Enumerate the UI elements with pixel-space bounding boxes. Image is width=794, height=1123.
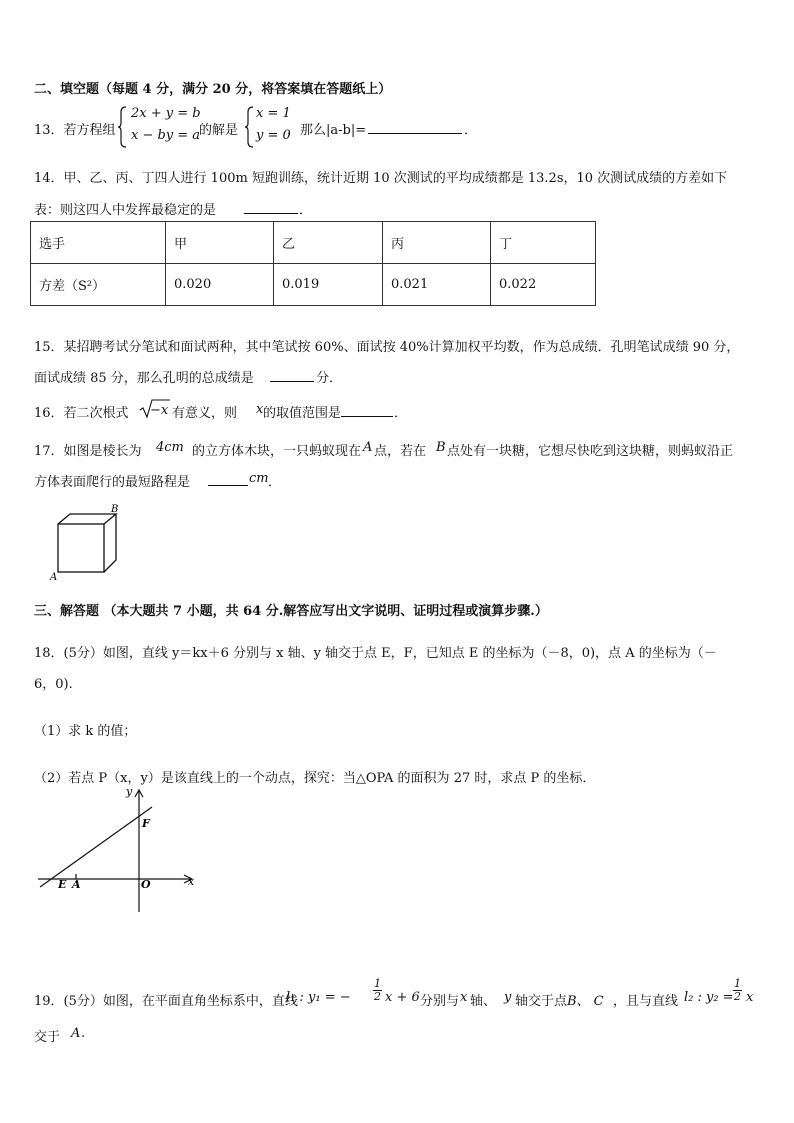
table-cell: 0.020 bbox=[166, 264, 274, 306]
left-brace-icon bbox=[118, 106, 128, 148]
question-17-text-d: 点处有一块糖，它想尽快吃到这块糖，则蚂蚁沿正 bbox=[447, 444, 734, 459]
question-18-line-2: 6，0). bbox=[34, 677, 73, 692]
question-19-line-2: 交于 bbox=[34, 1030, 61, 1045]
q17-answer-blank[interactable] bbox=[208, 473, 248, 486]
question-17-text-a: 17．如图是棱长为 bbox=[34, 444, 142, 459]
question-19-prefix: 19．(5分）如图，在平面直角坐标系中，直线 bbox=[34, 994, 298, 1009]
question-13-prefix: 13．若方程组 bbox=[34, 123, 116, 138]
q19-mid4: ，且与直线 bbox=[613, 994, 679, 1009]
q13-solution-y: y = 0 bbox=[256, 128, 291, 143]
q13-solution-x: x = 1 bbox=[256, 106, 291, 121]
q13-mid-text: 的解是 bbox=[199, 123, 239, 138]
q19-line-1-tail: x + 6 bbox=[385, 990, 420, 1005]
question-18-part-2: （2）若点 P（x，y）是该直线上的一个动点，探究：当△OPA 的面积为 27 时，求点 P 的坐标． bbox=[34, 771, 596, 786]
fig-label-x: x bbox=[188, 875, 195, 888]
q13-equation-2: x − by = a bbox=[131, 128, 201, 143]
q13-equation-1: 2x + y = b bbox=[131, 106, 201, 121]
fraction-numerator: 1 bbox=[374, 977, 381, 990]
fig-label-o: O bbox=[141, 878, 151, 891]
fig-label-e: E bbox=[58, 878, 67, 891]
question-16-prefix: 16．若二次根式 bbox=[34, 406, 129, 421]
table-cell: 选手 bbox=[31, 222, 166, 264]
question-14-line-1: 14．甲、乙、丙、丁四人进行 100m 短跑训练，统计近期 10 次测试的平均成绩都是 13.2s，10 次测试成绩的方差如下 bbox=[34, 171, 728, 186]
q19-point-a: A bbox=[71, 1026, 81, 1041]
question-17-text-b: 的立方体木块，一只蚂蚁现在 bbox=[192, 444, 362, 459]
table-cell: 0.021 bbox=[383, 264, 491, 306]
fraction-denominator: 2 bbox=[374, 990, 381, 1003]
question-15-line-2: 面试成绩 85 分，那么孔明的总成绩是 bbox=[34, 371, 254, 386]
q19-line-2-tail: x bbox=[746, 990, 754, 1005]
question-18-line-1: 18．(5分）如图，直线 y＝kx＋6 分别与 x 轴、y 轴交于点 E，F，已知点 E 的坐标为（－8，0)，点 A 的坐标为（－ bbox=[34, 646, 717, 661]
q16-radicand: −x bbox=[150, 403, 169, 418]
cube-label-a: A bbox=[50, 572, 58, 582]
q14-answer-blank[interactable] bbox=[244, 201, 298, 214]
q19-mid2: 轴、 bbox=[470, 994, 497, 1009]
fraction-numerator: 1 bbox=[734, 977, 741, 990]
q13-end: ． bbox=[464, 123, 478, 138]
table-row bbox=[31, 264, 596, 306]
q16-end: ． bbox=[394, 406, 408, 421]
question-14-line-2: 表：则这四人中发挥最稳定的是 bbox=[34, 203, 217, 218]
line-graph-figure bbox=[36, 785, 200, 915]
q17-length: 4cm bbox=[156, 440, 184, 455]
table-cell: 丁 bbox=[491, 222, 596, 264]
question-17-line-2: 方体表面爬行的最短路程是 bbox=[34, 475, 191, 490]
section-heading-solve: 三、解答题 （本大题共 7 小题，共 64 分.解答应写出文字说明、证明过程或演算步骤.） bbox=[34, 604, 548, 619]
table-cell: 乙 bbox=[274, 222, 383, 264]
q19-line-1-lhs: l₁ : y₁ = − bbox=[286, 990, 351, 1005]
left-brace-icon bbox=[245, 106, 255, 148]
section-heading-fill-in: 二、填空题（每题 4 分，满分 20 分，将答案填在答题纸上） bbox=[34, 82, 392, 97]
fig-label-y: y bbox=[126, 785, 133, 798]
fig-label-a: A bbox=[72, 878, 81, 891]
q19-end: . bbox=[81, 1026, 86, 1041]
table-header-row bbox=[31, 222, 596, 264]
q19-y-axis: y bbox=[504, 990, 512, 1005]
q17-unit: cm bbox=[249, 471, 269, 486]
variance-table bbox=[30, 221, 596, 306]
question-15-line-1: 15．某招聘考试分笔试和面试两种，其中笔试按 60%、面试按 40%计算加权平均数，作为总成绩．孔明笔试成绩 90 分， bbox=[34, 340, 740, 355]
cube-label-b: B bbox=[111, 504, 119, 515]
q19-fraction-2 bbox=[733, 978, 742, 1003]
table-cell: 0.022 bbox=[491, 264, 596, 306]
q16-mid: 有意义，则 bbox=[172, 406, 238, 421]
q15-end: 分． bbox=[316, 371, 343, 386]
fig-label-f: F bbox=[142, 817, 150, 830]
q19-points-bc: B、 C bbox=[567, 994, 604, 1009]
q15-answer-blank[interactable] bbox=[270, 369, 314, 382]
table-cell: 丙 bbox=[383, 222, 491, 264]
q16-suffix: 的取值范围是 bbox=[263, 406, 342, 421]
q19-x-axis: x bbox=[460, 990, 468, 1005]
cube-figure bbox=[46, 502, 126, 582]
table-cell: 方差（S²） bbox=[31, 264, 166, 306]
fraction-denominator: 2 bbox=[734, 990, 741, 1003]
question-18-part-1: （1）求 k 的值； bbox=[34, 724, 137, 739]
q19-mid3: 轴交于点 bbox=[515, 994, 568, 1009]
q16-answer-blank[interactable] bbox=[341, 404, 393, 417]
q17-point-b: B bbox=[436, 440, 446, 455]
q17-end: ． bbox=[268, 475, 282, 490]
question-17-text-c: 点，若在 bbox=[374, 444, 427, 459]
table-cell: 甲 bbox=[166, 222, 274, 264]
q13-answer-blank[interactable] bbox=[368, 121, 462, 134]
q14-end: ． bbox=[299, 203, 313, 218]
table-cell: 0.019 bbox=[274, 264, 383, 306]
q17-point-a: A bbox=[363, 440, 373, 455]
q19-line-2-lhs: l₂ : y₂ = bbox=[684, 990, 734, 1005]
q19-mid: 分别与 bbox=[420, 994, 460, 1009]
q19-fraction-1 bbox=[373, 978, 382, 1003]
q13-suffix: ，那么|a-b|= bbox=[287, 123, 367, 138]
q16-var: x bbox=[256, 402, 264, 417]
